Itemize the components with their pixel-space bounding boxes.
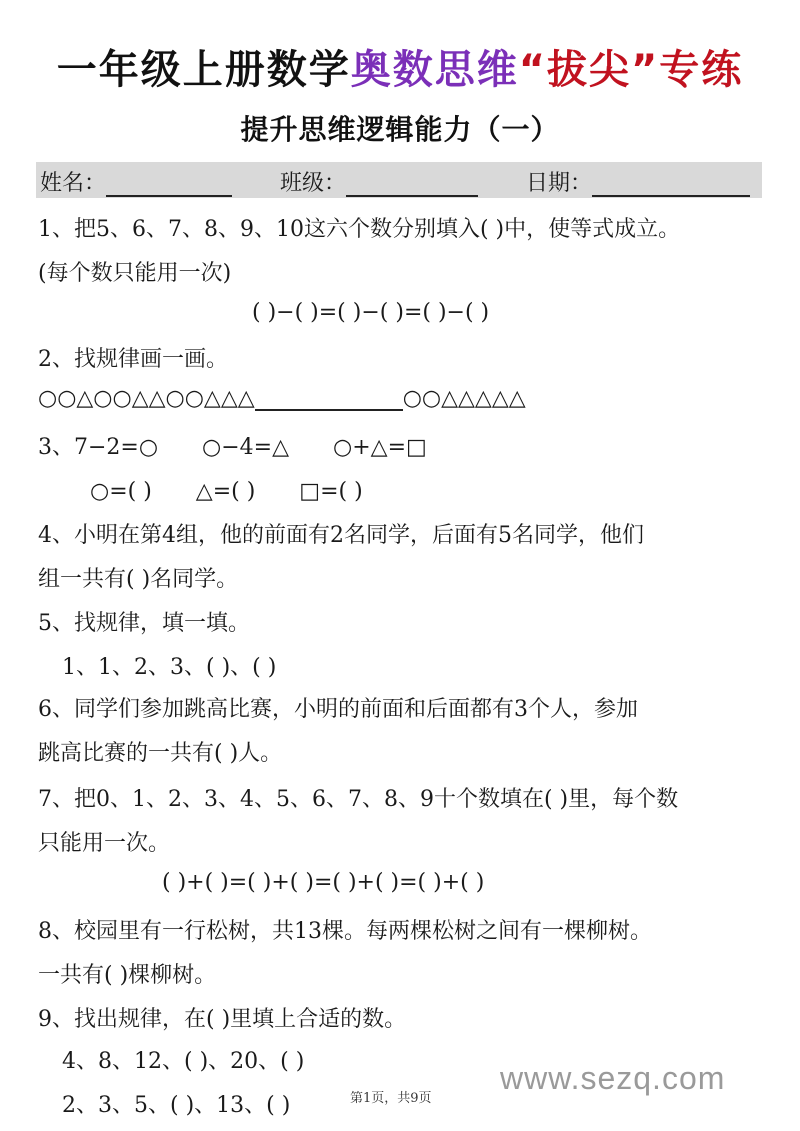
question-8: 8、校园里有一行松树，共13棵。每两棵松树之间有一棵柳树。 — [38, 919, 652, 944]
title-part-1: 一年级上册数学 — [56, 47, 351, 93]
question-3-answers: ○=( ) △=( ) □=( ) — [90, 479, 363, 504]
question-9-sequence-1: 4、8、12、( )、20、( ) — [62, 1049, 305, 1074]
question-1-note: (每个数只能用一次) — [38, 261, 232, 286]
question-6: 6、同学们参加跳高比赛，小明的前面和后面都有3个人，参加 — [38, 697, 638, 722]
question-7-cont: 只能用一次。 — [38, 831, 171, 856]
question-1: 1、把5、6、7、8、9、10这六个数分别填入( )中，使等式成立。 — [38, 217, 681, 242]
question-5: 5、找规律，填一填。 — [38, 611, 250, 636]
date-field — [526, 166, 750, 197]
document-subtitle: 提升思维逻辑能力（一） — [240, 113, 560, 146]
watermark: www.sezq.com — [500, 1060, 726, 1096]
class-field — [280, 166, 478, 197]
question-1-equation: ( )−( )=( )−( )=( )−( ) — [252, 300, 490, 325]
name-field — [40, 166, 232, 197]
question-7: 7、把0、1、2、3、4、5、6、7、8、9十个数填在( )里，每个数 — [38, 787, 679, 812]
question-3: 3、7−2=○ ○−4=△ ○+△=□ — [38, 435, 427, 460]
page-footer: 第1页，共9页 — [350, 1091, 432, 1106]
question-8-cont: 一共有( )棵柳树。 — [38, 963, 217, 988]
pattern-blank — [255, 387, 403, 411]
question-2: 2、找规律画一画。 — [38, 347, 228, 372]
question-7-equation: ( )+( )=( )+( )=( )+( )=( )+( ) — [162, 870, 485, 895]
class-label: 班级： — [280, 171, 347, 196]
question-4: 4、小明在第4组，他的前面有2名同学，后面有5名同学，他们 — [38, 523, 644, 548]
question-4-cont: 组一共有( )名同学。 — [38, 567, 239, 592]
question-9: 9、找出规律，在( )里填上合适的数。 — [38, 1007, 407, 1032]
document-title — [0, 38, 800, 95]
student-info-bar — [36, 162, 762, 198]
title-part-3: “拔尖”专练 — [518, 47, 744, 93]
name-blank — [106, 171, 232, 197]
pattern-right: ○○△△△△△ — [402, 386, 526, 411]
title-part-2: 奥数思维 — [350, 47, 519, 93]
name-label: 姓名： — [40, 171, 107, 196]
date-label: 日期： — [526, 171, 593, 196]
question-6-cont: 跳高比赛的一共有( )人。 — [38, 741, 283, 766]
question-2-pattern — [38, 386, 526, 411]
class-blank — [346, 171, 478, 197]
question-5-sequence: 1、1、2、3、( )、( ) — [62, 655, 277, 680]
question-9-sequence-2: 2、3、5、( )、13、( ) — [62, 1093, 291, 1118]
pattern-left: ○○△○○△△○○△△△ — [38, 386, 255, 411]
date-blank — [592, 171, 750, 197]
